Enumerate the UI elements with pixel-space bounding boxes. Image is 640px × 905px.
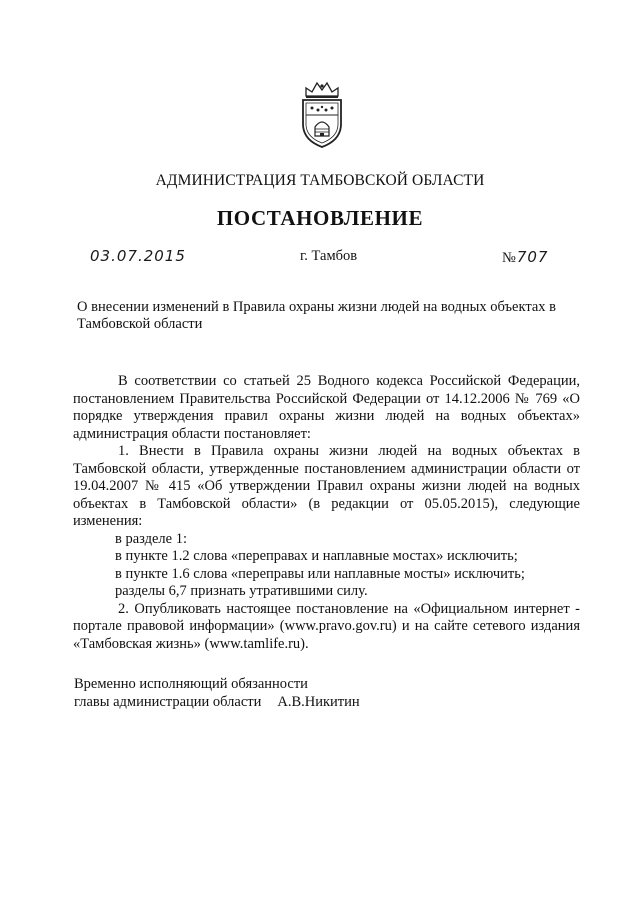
preamble-paragraph: В соответствии со статьей 25 Водного кодекса Российской Федерации, постановлением Правительства Российской Федерации от 14.12.2006 № 769 «О порядке утверждения правил охраны жизни людей на водных объектах» администрация области постановляет:: [73, 373, 580, 442]
signatory-name: А.В.Никитин: [277, 694, 360, 710]
document-city: г. Тамбов: [300, 248, 358, 264]
item-2-paragraph: 2. Опубликовать настоящее постановление на «Официальном интернет - портале правовой информации» (www.pravo.gov.ru) и на сайте сетевого издания «Тамбовская жизнь» (www.tamlife.ru).: [73, 600, 580, 652]
signature-block: [74, 675, 434, 711]
signature-position-line1: Временно исполняющий обязанности: [74, 676, 308, 692]
signature-position-line2: [74, 693, 434, 711]
item-1-paragraph: 1. Внести в Правила охраны жизни людей на водных объектах в Тамбовской области, утвержденные постановлением администрации области от 19.04.2007 № 415 «Об утверждении Правил охраны жизни людей на водных объектах в Тамбовской области» (в редакции от 05.05.2015), следующие изменения:: [73, 443, 580, 529]
change-1: в пункте 1.2 слова «переправах и наплавные мостах» исключить;: [115, 548, 518, 564]
document-number: [502, 248, 548, 267]
number-sign: №: [502, 250, 516, 266]
signature-position-text: главы администрации области: [74, 694, 262, 710]
document-type-title: ПОСТАНОВЛЕНИЕ: [216, 206, 424, 230]
organization-name: АДМИНИСТРАЦИЯ ТАМБОВСКОЙ ОБЛАСТИ: [155, 172, 485, 189]
tambov-coat-of-arms-icon: [296, 80, 348, 150]
number-value: 707: [516, 248, 549, 266]
document-subject: О внесении изменений в Правила охраны жизни людей на водных объектах в Тамбовской области: [77, 299, 556, 332]
change-2: в пункте 1.6 слова «переправы или наплавные мосты» исключить;: [115, 565, 525, 582]
change-3: разделы 6,7 признать утратившими силу.: [115, 583, 368, 599]
document-body: [73, 373, 580, 653]
section-intro: в разделе 1:: [115, 530, 188, 547]
document-date: 03.07.2015: [90, 247, 186, 265]
